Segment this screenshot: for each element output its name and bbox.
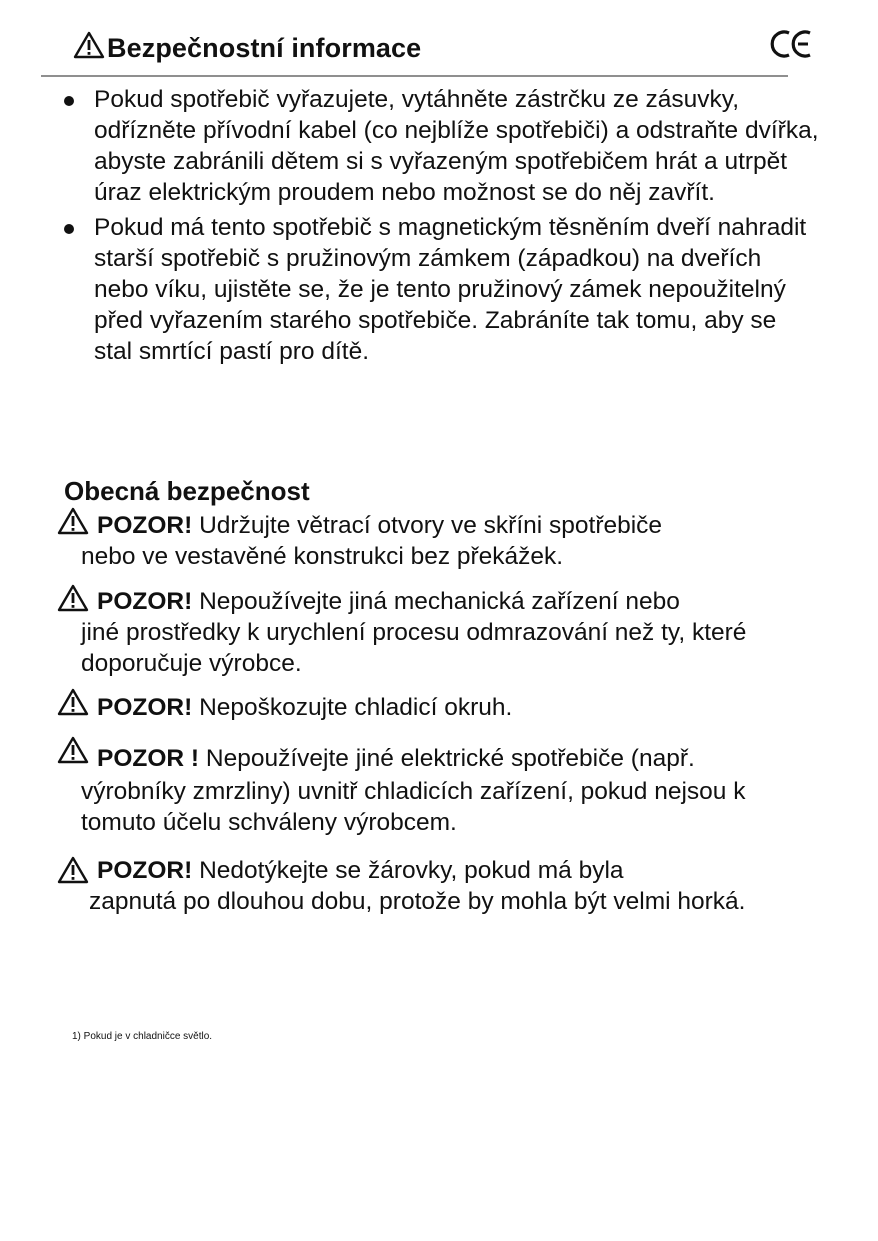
warning-text: Nepoužívejte jiná mechanická zařízení nebo [199, 588, 680, 615]
bullet-text: Pokud má tento spotřebič s magnetickým těsněním dveří nahradit starší spotřebič s pružinovým zámkem (západkou) na dveřích nebo víku, ujistěte se, že je tento pružinový zámek nepoužitelný před vyřazením starého spotřebiče. Zabráníte tak tomu, aby se stal smrtící pastí pro dítě. [94, 214, 807, 365]
page-header [0, 0, 878, 80]
warning-label: POZOR! [97, 588, 193, 615]
warning-label: POZOR! [97, 857, 193, 884]
bullet-list [0, 84, 878, 371]
warning-triangle-icon [73, 31, 105, 59]
warning-first-line [97, 743, 695, 774]
warning-first-line [97, 510, 662, 541]
warning-continuation: nebo ve vestavěné konstrukci bez překážek. [81, 543, 564, 570]
warning-text: Nepoškozujte chladicí okruh. [199, 694, 513, 721]
warning-continuation: výrobníky zmrzliny) uvnitř chladicích zařízení, pokud nejsou k tomuto účelu schváleny výrobcem. [81, 778, 746, 836]
warning-first-line [97, 855, 624, 886]
warning-label: POZOR! [97, 512, 193, 539]
header-divider [41, 75, 788, 77]
bullet-dot-icon [64, 96, 74, 106]
warning-triangle-icon [57, 856, 89, 884]
warning-triangle-icon [57, 584, 89, 612]
warning-first-line [97, 692, 512, 723]
warning-continuation: jiné prostředky k urychlení procesu odmrazování než ty, které doporučuje výrobce. [81, 619, 747, 677]
warning-label: POZOR ! [97, 745, 200, 772]
bullet-text: Pokud spotřebič vyřazujete, vytáhněte zástrčku ze zásuvky, odřízněte přívodní kabel (co nejblíže spotřebiči) a odstraňte dvířka, abyste zabránili dětem si s vyřazeným spotřebičem hrát a utrpět úraz elektrickým proudem nebo možnost se do něj zavřít. [94, 86, 819, 206]
warning-triangle-icon [57, 688, 89, 716]
warning-first-line [97, 586, 680, 617]
ce-mark-icon [770, 27, 814, 61]
footnote: 1) Pokud je v chladničce světlo. [72, 1031, 213, 1042]
list-item [0, 212, 878, 367]
list-item [0, 84, 878, 208]
warning-triangle-icon [57, 736, 89, 764]
warning-text: Udržujte větrací otvory ve skříni spotřebiče [199, 512, 663, 539]
warning-text: Nepoužívejte jiné elektrické spotřebiče (např. [205, 745, 695, 772]
warning-label: POZOR! [97, 694, 193, 721]
bullet-dot-icon [64, 224, 74, 234]
section-title: Obecná bezpečnost [64, 476, 310, 506]
warning-continuation: zapnutá po dlouhou dobu, protože by mohla být velmi horká. [89, 888, 746, 915]
page-title: Bezpečnostní informace [107, 33, 422, 63]
warning-triangle-icon [57, 507, 89, 535]
warning-text: Nedotýkejte se žárovky, pokud má byla [199, 857, 624, 884]
